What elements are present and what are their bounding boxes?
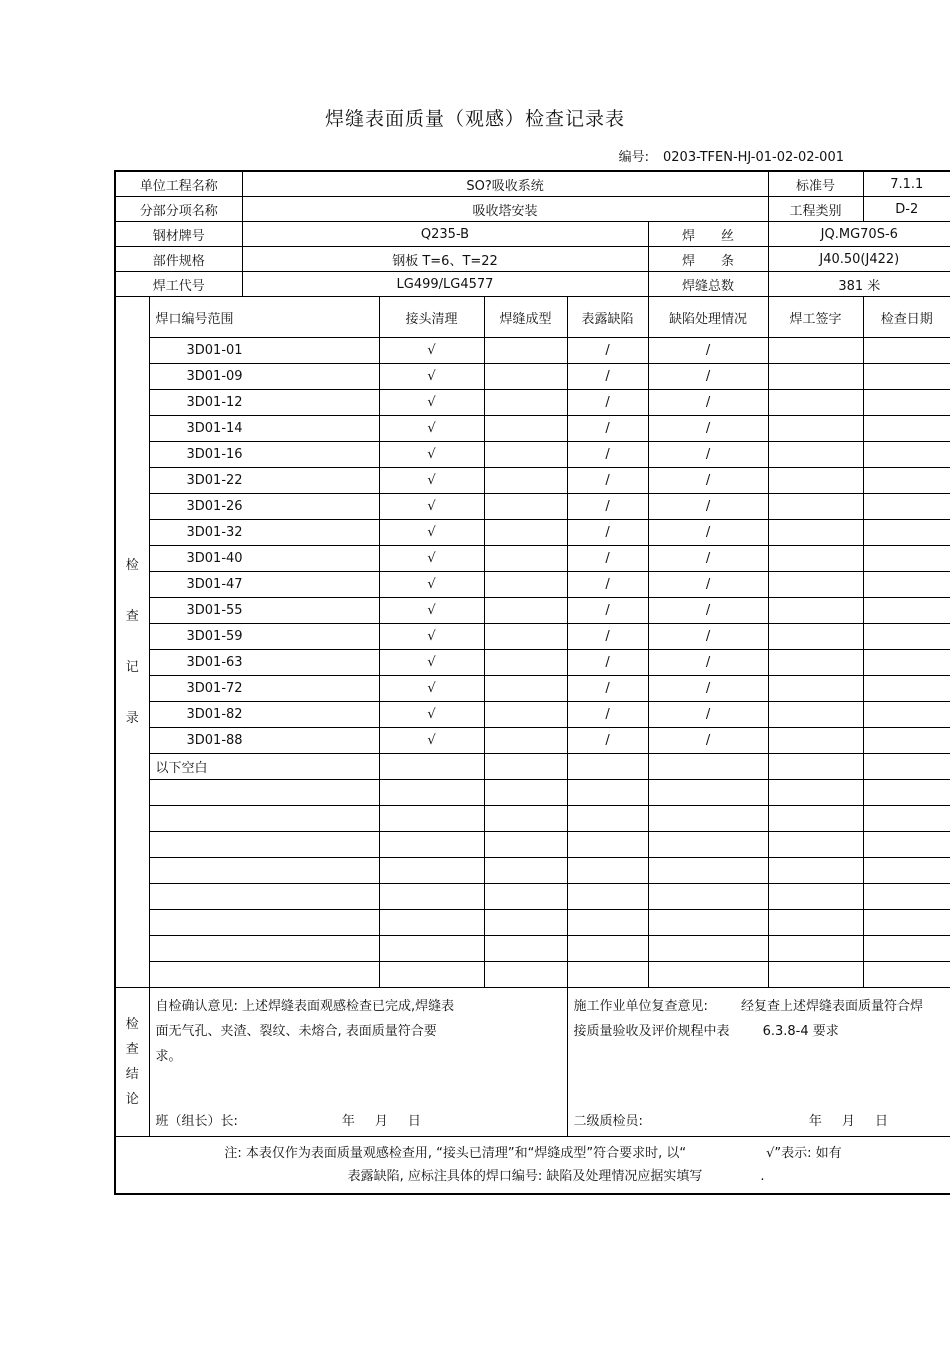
cell-date [863,780,950,806]
cell-defect: / [567,468,648,494]
self-check-signature-line [156,1109,561,1134]
wire-label: 焊 丝 [648,222,768,247]
cell-defect [567,936,648,962]
table-row [115,364,950,390]
cell-forming [484,546,567,572]
cell-forming [484,468,567,494]
cell-date [863,702,950,728]
cell-range [149,884,379,910]
cell-forming [484,884,567,910]
cell-range: 3D01-32 [149,520,379,546]
note-row [115,1137,950,1195]
cell-defect [567,962,648,988]
cell-forming [484,624,567,650]
table-row [115,910,950,936]
cell-date [863,338,950,364]
cell-defect [567,806,648,832]
table-row [115,598,950,624]
note-line2: 表露缺陷, 应标注具体的焊口编号: 缺陷及处理情况应据实填写 [347,1169,703,1184]
inspection-form [114,170,950,1195]
cell-range: 3D01-55 [149,598,379,624]
form-title: 焊缝表面质量（观感）检查记录表 [324,108,625,130]
self-check-opinion [149,988,567,1137]
table-row [115,624,950,650]
cell-treatment [648,936,768,962]
cell-signature [768,936,863,962]
cell-date [863,806,950,832]
cell-forming [484,962,567,988]
cell-cleaning [379,910,484,936]
cell-date [863,936,950,962]
cell-cleaning: √ [379,494,484,520]
cell-treatment: / [648,416,768,442]
table-row [115,858,950,884]
cell-treatment: / [648,494,768,520]
cell-signature [768,468,863,494]
document-number-value: 0203-TFEN-HJ-01-02-02-001 [663,150,844,165]
cell-forming [484,676,567,702]
column-header-treatment: 缺陷处理情况 [648,297,768,338]
project-category-value: D-2 [863,197,950,222]
cell-defect [567,910,648,936]
cell-cleaning [379,858,484,884]
cell-signature [768,910,863,936]
review-text: 施工作业单位复查意见: 经复查上述焊缝表面质量符合焊接质量验收及评价规程中表 6.3.8-4 要求 [573,999,923,1039]
cell-treatment: / [648,546,768,572]
cell-treatment: / [648,598,768,624]
note-text [115,1137,950,1195]
cell-forming [484,494,567,520]
table-row [115,728,950,754]
cell-defect: / [567,728,648,754]
cell-defect [567,780,648,806]
cell-treatment: / [648,468,768,494]
cell-cleaning: √ [379,650,484,676]
cell-cleaning [379,806,484,832]
cell-forming [484,858,567,884]
cell-cleaning [379,832,484,858]
cell-range: 3D01-82 [149,702,379,728]
side-char: 检 [125,1017,139,1032]
sub-project-label: 分部分项名称 [115,197,242,222]
cell-date [863,676,950,702]
cell-forming [484,598,567,624]
cell-cleaning: √ [379,416,484,442]
cell-signature [768,598,863,624]
review-signer: 二级质检员: [573,1114,643,1129]
table-row [115,416,950,442]
cell-defect [567,884,648,910]
cell-range [149,858,379,884]
column-header-range: 焊口编号范围 [149,297,379,338]
column-header-defect: 表露缺陷 [567,297,648,338]
cell-cleaning [379,884,484,910]
wire-value: JQ.MG70S-6 [768,222,950,247]
cell-range: 3D01-16 [149,442,379,468]
side-char: 查 [125,609,139,624]
cell-forming [484,702,567,728]
cell-date [863,494,950,520]
cell-signature [768,676,863,702]
cell-range: 以下空白 [149,754,379,780]
cell-treatment: / [648,338,768,364]
cell-forming [484,416,567,442]
cell-treatment: / [648,572,768,598]
cell-cleaning: √ [379,338,484,364]
cell-treatment: / [648,390,768,416]
self-check-text: 自检确认意见: 上述焊缝表面观感检查已完成,焊缝表面无气孔、夹渣、裂纹、未熔合, 表面质量符合要求。 [155,999,455,1064]
total-weld-label: 焊缝总数 [648,272,768,297]
cell-cleaning [379,962,484,988]
cell-range: 3D01-09 [149,364,379,390]
table-row [115,442,950,468]
cell-signature [768,832,863,858]
welder-code-label: 焊工代号 [115,272,242,297]
cell-forming [484,338,567,364]
cell-date [863,364,950,390]
table-row [115,546,950,572]
cell-forming [484,650,567,676]
cell-signature [768,442,863,468]
cell-signature [768,494,863,520]
note-check-mark: √ [766,1146,775,1161]
cell-cleaning: √ [379,702,484,728]
table-row [115,572,950,598]
month-label: 月 [841,1114,855,1129]
cell-cleaning: √ [379,390,484,416]
cell-date [863,624,950,650]
year-label: 年 [808,1114,822,1129]
table-row [115,832,950,858]
unit-project-label: 单位工程名称 [115,171,242,197]
cell-treatment: / [648,442,768,468]
cell-date [863,442,950,468]
side-char: 查 [125,1042,139,1057]
document-number-label: 编号: [618,150,650,165]
cell-defect: / [567,676,648,702]
table-row [115,702,950,728]
sub-project-value: 吸收塔安装 [242,197,768,222]
cell-range: 3D01-22 [149,468,379,494]
cell-cleaning: √ [379,520,484,546]
note-line1: 注: 本表仅作为表面质量观感检查用, “接头已清理”和“焊缝成型”符合要求时, 以“ [224,1146,687,1161]
table-row [115,520,950,546]
table-row [115,962,950,988]
cell-treatment: / [648,650,768,676]
side-char: 结 [125,1067,139,1082]
cell-range [149,962,379,988]
cell-treatment: / [648,624,768,650]
cell-date [863,962,950,988]
day-label: 日 [874,1114,888,1129]
cell-cleaning: √ [379,598,484,624]
cell-range: 3D01-40 [149,546,379,572]
conclusion-side-label [115,988,149,1137]
cell-date [863,910,950,936]
cell-signature [768,754,863,780]
cell-forming [484,390,567,416]
cell-forming [484,572,567,598]
column-header-cleaning: 接头清理 [379,297,484,338]
conclusion-row [115,988,950,1137]
cell-date [863,650,950,676]
side-char: 检 [125,558,139,573]
document-number [619,146,844,165]
cell-forming [484,728,567,754]
cell-defect: / [567,624,648,650]
cell-defect: / [567,494,648,520]
cell-forming [484,364,567,390]
cell-treatment: / [648,520,768,546]
cell-date [863,468,950,494]
side-char: 论 [125,1092,139,1107]
cell-forming [484,754,567,780]
cell-signature [768,962,863,988]
cell-defect: / [567,390,648,416]
cell-defect [567,858,648,884]
cell-signature [768,364,863,390]
cell-signature [768,572,863,598]
cell-signature [768,416,863,442]
cell-treatment: / [648,364,768,390]
column-header-forming: 焊缝成型 [484,297,567,338]
cell-range [149,936,379,962]
cell-date [863,390,950,416]
cell-defect: / [567,364,648,390]
cell-forming [484,520,567,546]
cell-signature [768,546,863,572]
table-row [115,338,950,364]
table-row [115,390,950,416]
cell-cleaning: √ [379,676,484,702]
cell-date [863,832,950,858]
cell-date [863,520,950,546]
cell-range: 3D01-12 [149,390,379,416]
standard-no-label: 标准号 [768,171,863,197]
table-row [115,494,950,520]
cell-forming [484,780,567,806]
cell-range: 3D01-59 [149,624,379,650]
electrode-label: 焊 条 [648,247,768,272]
cell-treatment [648,754,768,780]
cell-cleaning [379,936,484,962]
cell-range: 3D01-14 [149,416,379,442]
welder-code-value: LG499/LG4577 [242,272,648,297]
cell-date [863,728,950,754]
part-spec-label: 部件规格 [115,247,242,272]
side-char: 记 [125,660,139,675]
inspection-record-side-label [115,297,149,988]
cell-range [149,910,379,936]
cell-range: 3D01-63 [149,650,379,676]
self-check-signer: 班（组长）长: [155,1114,238,1129]
cell-signature [768,780,863,806]
cell-date [863,546,950,572]
day-label: 日 [407,1114,421,1129]
table-row [115,754,950,780]
total-weld-value: 381 米 [768,272,950,297]
table-row [115,468,950,494]
cell-treatment [648,962,768,988]
side-char: 录 [125,711,139,726]
cell-date [863,754,950,780]
cell-forming [484,832,567,858]
cell-treatment [648,884,768,910]
cell-forming [484,910,567,936]
cell-defect: / [567,572,648,598]
steel-grade-label: 钢材牌号 [115,222,242,247]
table-row [115,650,950,676]
review-opinion [567,988,950,1137]
cell-date [863,598,950,624]
cell-treatment [648,858,768,884]
steel-grade-value: Q235-B [242,222,648,247]
cell-defect: / [567,416,648,442]
cell-forming [484,806,567,832]
cell-cleaning: √ [379,364,484,390]
cell-treatment [648,780,768,806]
cell-treatment [648,806,768,832]
cell-range [149,780,379,806]
cell-signature [768,338,863,364]
cell-treatment: / [648,702,768,728]
cell-defect [567,754,648,780]
cell-range: 3D01-26 [149,494,379,520]
cell-cleaning: √ [379,728,484,754]
cell-defect: / [567,338,648,364]
cell-defect: / [567,546,648,572]
table-row [115,676,950,702]
cell-signature [768,702,863,728]
cell-treatment [648,832,768,858]
part-spec-value: 钢板 T=6、T=22 [242,247,648,272]
cell-range: 3D01-47 [149,572,379,598]
note-line1-end: ”表示: 如有 [774,1146,842,1161]
cell-date [863,884,950,910]
cell-signature [768,390,863,416]
cell-defect [567,832,648,858]
cell-defect: / [567,598,648,624]
review-signature-line [574,1109,945,1134]
table-row [115,936,950,962]
cell-defect: / [567,702,648,728]
cell-date [863,572,950,598]
cell-range [149,806,379,832]
cell-signature [768,806,863,832]
cell-treatment: / [648,676,768,702]
cell-cleaning [379,754,484,780]
cell-range: 3D01-01 [149,338,379,364]
cell-date [863,858,950,884]
standard-no-value: 7.1.1 [863,171,950,197]
cell-treatment [648,910,768,936]
cell-forming [484,936,567,962]
cell-signature [768,884,863,910]
cell-range: 3D01-72 [149,676,379,702]
cell-cleaning: √ [379,468,484,494]
electrode-value: J40.50(J422) [768,247,950,272]
cell-signature [768,858,863,884]
cell-range [149,832,379,858]
table-row [115,780,950,806]
table-row [115,806,950,832]
unit-project-value: SO?吸收系统 [242,171,768,197]
cell-cleaning: √ [379,546,484,572]
cell-date [863,416,950,442]
cell-signature [768,624,863,650]
column-header-signature: 焊工签字 [768,297,863,338]
cell-signature [768,650,863,676]
cell-cleaning [379,780,484,806]
table-row [115,884,950,910]
cell-defect: / [567,520,648,546]
cell-signature [768,520,863,546]
cell-cleaning: √ [379,624,484,650]
cell-treatment: / [648,728,768,754]
note-line2-end: . [760,1169,765,1184]
cell-cleaning: √ [379,442,484,468]
cell-signature [768,728,863,754]
project-category-label: 工程类别 [768,197,863,222]
column-header-date: 检查日期 [863,297,950,338]
cell-defect: / [567,650,648,676]
month-label: 月 [374,1114,388,1129]
cell-forming [484,442,567,468]
cell-cleaning: √ [379,572,484,598]
cell-range: 3D01-88 [149,728,379,754]
cell-defect: / [567,442,648,468]
year-label: 年 [341,1114,355,1129]
